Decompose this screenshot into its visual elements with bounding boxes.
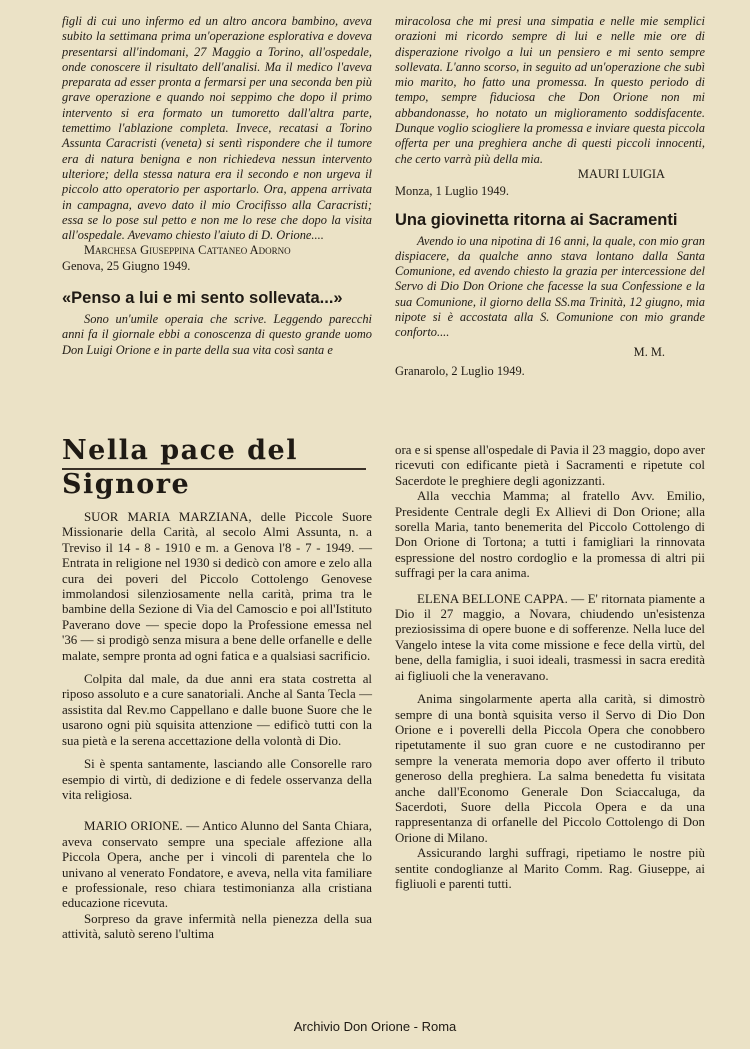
letter-place-date: Granarolo, 2 Luglio 1949. bbox=[395, 363, 525, 378]
obituary-paragraph: Alla vecchia Mamma; al fratello Avv. Emilio, Presidente Centrale degli Ex Allievi di Don Orione; alla sorella Maria, tanto benemerita del Piccolo Cottolengo di Don Orione di Tortona; a tutti i famigliari la rinnovata espressione del nostro cordoglio e la promessa di altri pii suffragi per la cara anima. bbox=[395, 489, 705, 581]
letter-place-date: Monza, 1 Luglio 1949. bbox=[395, 184, 509, 199]
archive-footer: Archivio Don Orione - Roma bbox=[293, 1019, 457, 1034]
obituary-paragraph: Assicurando larghi suffragi, ripetiamo le nostre più sentite condoglianze al Marito Comm. Rag. Giuseppe, ai figliuoli e parenti tutti. bbox=[395, 846, 705, 891]
article-heading: «Penso a lui e mi sento sollevata...» bbox=[62, 289, 343, 308]
section-title: Nella pace del Signore bbox=[62, 435, 298, 500]
top-right-column bbox=[395, 14, 705, 379]
letter-paragraph: miracolosa che mi presi una simpatia e nelle mie semplici orazioni mi ricordo sempre di lui e nelle mie ore di disperazione rivolgo a lui un pensiero e mi sento sempre sollevata. L'anno scorso, in seguito ad un'operazione che subì mio marito, ho fatto una promessa. In questo periodo di tempo, sempre fiduciosa che Don Orione non mi abbandonasse, ho notato un miglioramento soddisfacente. Dunque voglio sciogliere la promessa e inviare questa piccola offerta per una preghiera anche di questi piccoli innocenti, che certo varrà più della mia. bbox=[395, 14, 705, 166]
top-left-column bbox=[62, 14, 372, 358]
article-heading: Una giovinetta ritorna ai Sacramenti bbox=[395, 210, 678, 229]
obituary-paragraph: Sorpreso da grave infermità nella pienezza della sua attività, salutò sereno l'ultima bbox=[62, 911, 372, 942]
obituary-paragraph: ora e si spense all'ospedale di Pavia il 23 maggio, dopo aver ricevuti con edificante pietà i Sacramenti e ripetute col Sacerdote le preghiere degli agonizzanti. bbox=[395, 443, 705, 488]
bottom-left-column bbox=[62, 434, 372, 943]
obituary-paragraph: MARIO ORIONE. — Antico Alunno del Santa Chiara, aveva conservato sempre una speciale affezione alla Piccola Opera, anche per i vincoli di parentela che lo univano al venerato Fondatore, e aveva, nella vita familiare e professionale, reso chiara testimonianza alla cristiana educazione ricevuta. bbox=[62, 819, 372, 911]
bottom-right-column bbox=[395, 443, 705, 892]
letter-signature: Marchesa Giuseppina Cattaneo Adorno bbox=[84, 243, 291, 258]
letter-paragraph: Sono un'umile operaia che scrive. Leggendo parecchi anni fa il giornale ebbi a conoscenza di questo grande uomo Don Luigi Orione e in parte della sua vita così santa e bbox=[62, 312, 372, 357]
letter-signature: M. M. bbox=[633, 344, 665, 359]
obituary-paragraph: ELENA BELLONE CAPPA. — E' ritornata piamente a Dio il 27 maggio, a Novara, chiudendo un'esistenza preziosissima di opere buone e di sofferenze. Nella luce del Vangelo intese la vita come missione e fece della virtù, del bene, della famiglia, i suoi ideali, trasmessi in sacra eredità ai figliuoli che la veneravano. bbox=[395, 591, 705, 683]
letter-paragraph: Avendo io una nipotina di 16 anni, la quale, con mio gran dispiacere, da qualche anno stava lontano dalla Santa Comunione, ed avendo chiesto la grazia per intercessione del Servo di Dio Don Orione che facesse la sua Confessione e la sua Comunione, il giorno della SS.ma Trinità, 12 giugno, mia nipote si è accostata alla S. Comunione con mio grande conforto.... bbox=[395, 233, 705, 340]
letter-signature: MAURI LUIGIA bbox=[577, 166, 665, 181]
obituary-paragraph: Si è spenta santamente, lasciando alle Consorelle raro esempio di virtù, di dedizione e di fedele osservanza della vita religiosa. bbox=[62, 757, 372, 802]
obituary-paragraph: Anima singolarmente aperta alla carità, si dimostrò sempre di una bontà squisita verso il Servo di Dio Don Orione e i poverelli della Piccola Opera che conobbero ripetutamente il suo gran cuore e ne custodiranno per sempre la venerata memoria dopo aver offerto il tributo generoso della preghiera. La salma benedetta fu visitata anche dall'Economo Generale Don Sciaccaluga, da Sacerdoti, Suore della Piccola Opera e da una rappresentanza di orfanelle del Piccolo Cottolengo di Don Orione di Milano. bbox=[395, 692, 705, 845]
obituary-paragraph: Colpita dal male, da due anni era stata costretta al riposo assoluto e a cure sanatoriali. Anche al Santa Tecla — assistita dal Rev.mo Cappellano e dalle buone Suore che le usarono ogni più squisita attenzione — edificò tutti con la sua pietà e la serena accettazione della volontà di Dio. bbox=[62, 672, 372, 748]
letter-place-date: Genova, 25 Giugno 1949. bbox=[62, 258, 191, 273]
obituary-paragraph: SUOR MARIA MARZIANA, delle Piccole Suore Missionarie della Carità, al secolo Almi Assunta, n. a Treviso il 14 - 8 - 1910 e m. a Genova l'8 - 7 - 1949. — Entrata in religione nel 1930 si dedicò con amore e zelo alla cura dei poveri del Piccolo Cottolengo Genovese immolandosi silenziosamente nella carità, prima tra le bambine della Sezione di Via del Camoscio e poi all'Istituto Paverano dove — specie dopo la Professione emessa nel '36 — si prodigò senza misura a bene delle orfanelle e delle malate, sempre pronta ad ogni fatica e a qualsiasi sacrificio. bbox=[62, 510, 372, 663]
letter-paragraph: figli di cui uno infermo ed un altro ancora bambino, aveva subito la settimana prima un'operazione esplorativa e doveva presentarsi all'indomani, 27 Maggio a Torino, all'ospedale, onde conoscere il risultato dell'analisi. Ma il medico l'aveva preparata ad esser pronta a fermarsi per una seconda ben più grave operazione e quando noi seppimo che dopo il primo intervento si era formato un tumoretto dall'altra parte, temettimo l'ablazione completa. Invece, recatasi a Torino Assunta Caracristi (veneta) si sentì rispondere che il tumore era di natura benigna e non richiedeva nessun intervento ulteriore; della stessa natura era il secondo e non urgeva il piccolo atto operatorio per asportarlo. Ora, appena arrivata in campagna, avevo dato il mio Crocifisso alla Caracristi; essa se lo pose sul petto e non me lo rese che dopo la visita all'ospedale. Avevamo chiesto l'aiuto di D. Orione.... bbox=[62, 14, 372, 243]
